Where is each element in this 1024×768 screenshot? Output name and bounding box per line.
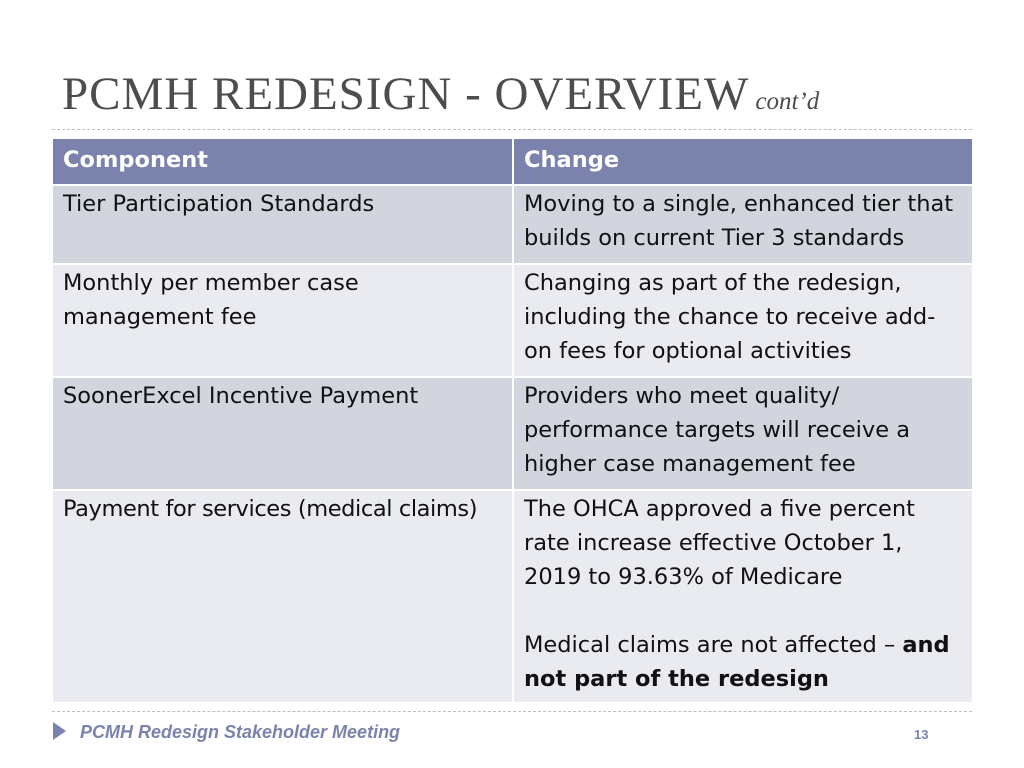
cell-component bbox=[52, 264, 513, 377]
change-line: 2019 to 93.63% of Medicare bbox=[524, 564, 843, 590]
change-line: higher case management fee bbox=[524, 451, 856, 477]
table-row bbox=[52, 490, 973, 703]
change-line: The OHCA approved a five percent bbox=[524, 496, 915, 522]
component-line: management fee bbox=[63, 304, 257, 330]
cell-change bbox=[513, 264, 973, 377]
footer-text: PCMH Redesign Stakeholder Meeting bbox=[80, 722, 401, 742]
footer-triangle-icon bbox=[53, 722, 66, 740]
change-note-plain: Medical claims are not affected – bbox=[524, 632, 903, 658]
component-line: Monthly per member case bbox=[63, 270, 359, 296]
footer-divider bbox=[52, 711, 972, 712]
table-header-row bbox=[52, 138, 973, 185]
paragraph-gap bbox=[524, 594, 962, 628]
component-text: SoonerExcel Incentive Payment bbox=[63, 383, 419, 409]
change-line: Providers who meet quality/ bbox=[524, 383, 840, 409]
slide-title-main: PCMH REDESIGN - OVERVIEW bbox=[62, 68, 750, 120]
title-divider bbox=[52, 129, 972, 130]
cell-component bbox=[52, 377, 513, 490]
slide-title-suffix: cont’d bbox=[755, 88, 820, 115]
cell-component bbox=[52, 490, 513, 703]
page-number: 13 bbox=[914, 727, 929, 742]
change-line: including the chance to receive add- bbox=[524, 304, 936, 330]
change-line: builds on current Tier 3 standards bbox=[524, 225, 905, 251]
table-row bbox=[52, 264, 973, 377]
header-change: Change bbox=[513, 138, 973, 185]
change-line: performance targets will receive a bbox=[524, 417, 911, 443]
change-line: on fees for optional activities bbox=[524, 338, 852, 364]
change-line: Changing as part of the redesign, bbox=[524, 270, 902, 296]
slide-title bbox=[62, 66, 819, 130]
component-text: Tier Participation Standards bbox=[63, 191, 375, 217]
cell-component bbox=[52, 185, 513, 264]
table-row bbox=[52, 377, 973, 490]
change-note-bold-line: not part of the redesign bbox=[524, 666, 829, 692]
change-note-bold: and bbox=[902, 632, 950, 658]
overview-table bbox=[51, 137, 974, 704]
table-row bbox=[52, 185, 973, 264]
cell-change bbox=[513, 185, 973, 264]
change-line: Moving to a single, enhanced tier that bbox=[524, 191, 954, 217]
component-text: Payment for services (medical claims) bbox=[63, 496, 478, 522]
header-component: Component bbox=[52, 138, 513, 185]
change-note-line bbox=[524, 628, 962, 662]
change-line: rate increase effective October 1, bbox=[524, 530, 903, 556]
cell-change bbox=[513, 490, 973, 703]
cell-change bbox=[513, 377, 973, 490]
